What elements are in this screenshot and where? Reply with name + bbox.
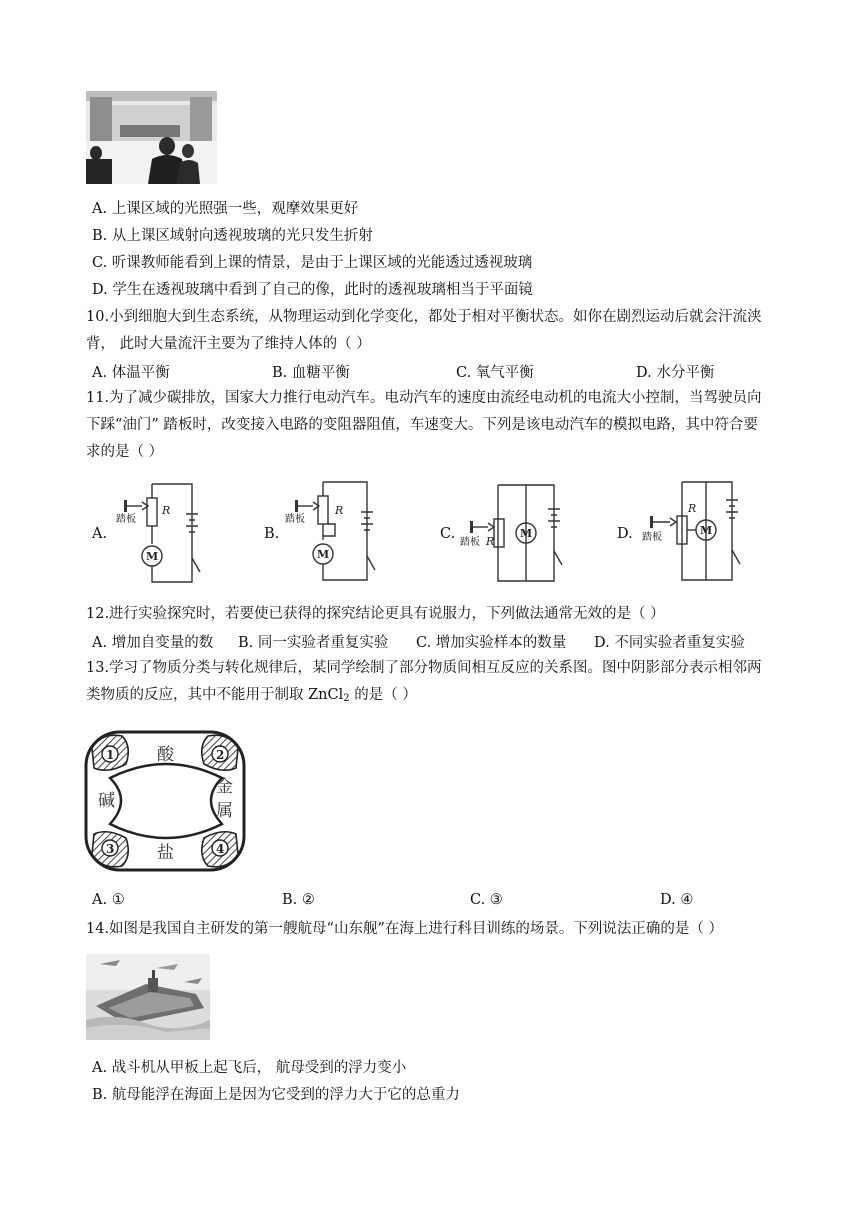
q11-stem-line1: 11.为了减少碳排放，国家大力推行电动汽车。电动汽车的速度由流经电动机的电流大小控制，当驾驶员向 bbox=[86, 390, 762, 406]
q10-option-a: A. 体温平衡 bbox=[92, 365, 170, 381]
q12-option-c: C. 增加实验样本的数量 bbox=[416, 635, 567, 651]
q11-option-d-label: D. bbox=[617, 526, 633, 542]
q13-stem-text: 类物质的反应，其中不能用于制取 ZnCl bbox=[86, 687, 344, 703]
q10-option-b: B. 血糖平衡 bbox=[272, 365, 350, 381]
circuit-c-motor-label: M bbox=[520, 527, 533, 540]
q9-option-c: C. 听课教师能看到上课的情景，是由于上课区域的光能透过透视玻璃 bbox=[92, 255, 533, 271]
circuit-b bbox=[283, 476, 383, 584]
region-2-number: 2 bbox=[216, 748, 225, 762]
circuit-d-motor-label: M bbox=[700, 524, 713, 537]
q11-option-a-label: A. bbox=[92, 526, 108, 542]
circuit-a-motor-label: M bbox=[146, 550, 159, 563]
circuit-b-motor-label: M bbox=[317, 548, 330, 561]
q12-stem: 12.进行实验探究时，若要使已获得的探究结论更具有说服力，下列做法通常无效的是（ ） bbox=[86, 606, 665, 622]
q11-option-b-label: B. bbox=[264, 526, 280, 542]
q13-subscript: 2 bbox=[343, 693, 350, 704]
q12-option-a: A. 增加自变量的数 bbox=[92, 635, 214, 651]
circuit-d-resistor-label: R bbox=[688, 502, 697, 515]
circuit-c bbox=[456, 477, 576, 585]
q11-stem-line2: 下踩“油门” 踏板时，改变接入电路的变阻器阻值，车速变大。下列是该电动汽车的模拟电路，其中符合要 bbox=[86, 417, 758, 433]
q10-option-d: D. 水分平衡 bbox=[636, 365, 715, 381]
q9-option-b: B. 从上课区域射向透视玻璃的光只发生折射 bbox=[92, 228, 373, 244]
q13-option-d: D. ④ bbox=[660, 892, 694, 908]
q10-stem-line2: 背， 此时大量流汗主要为了维持人体的（ ） bbox=[86, 336, 371, 352]
q13-option-a: A. ① bbox=[92, 892, 125, 908]
circuit-a bbox=[112, 478, 212, 586]
circuit-a-resistor-label: R bbox=[162, 504, 171, 517]
label-metal-2: 属 bbox=[216, 801, 233, 821]
q12-option-b: B. 同一实验者重复实验 bbox=[238, 635, 389, 651]
label-metal-1: 金 bbox=[216, 777, 233, 797]
q10-option-c: C. 氧气平衡 bbox=[456, 365, 534, 381]
q11-stem-line3: 求的是（ ） bbox=[86, 444, 164, 460]
q10-stem-line1: 10.小到细胞大到生态系统，从物理运动到化学变化，都处于相对平衡状态。如你在剧烈运动后就会汗流浃 bbox=[86, 309, 762, 325]
q14-stem: 14.如图是我国自主研发的第一艘航母“山东舰”在海上进行科目训练的场景。下列说法正确的是（ ） bbox=[86, 921, 723, 937]
q14-option-a: A. 战斗机从甲板上起飞后， 航母受到的浮力变小 bbox=[92, 1060, 407, 1076]
q13-option-c: C. ③ bbox=[470, 892, 503, 908]
region-1-number: 1 bbox=[106, 748, 115, 762]
label-base: 碱 bbox=[98, 791, 115, 811]
q13-stem-tail: 的是（ ） bbox=[349, 687, 417, 703]
circuit-c-pedal-label: 踏板 bbox=[460, 537, 480, 548]
region-4-number: 4 bbox=[216, 842, 225, 856]
q13-option-b: B. ② bbox=[282, 892, 315, 908]
aircraft-carrier-photo bbox=[86, 954, 210, 1040]
q9-option-d: D. 学生在透视玻璃中看到了自己的像，此时的透视玻璃相当于平面镜 bbox=[92, 282, 533, 298]
circuit-c-resistor-label: R bbox=[486, 535, 495, 548]
q13-stem-line1: 13.学习了物质分类与转化规律后，某同学绘制了部分物质间相互反应的关系图。图中阴影部分表示相邻两 bbox=[86, 660, 762, 676]
circuit-a-pedal-label: 踏板 bbox=[116, 514, 136, 525]
label-acid: 酸 bbox=[157, 745, 174, 765]
reaction-diagram bbox=[82, 720, 252, 880]
q14-option-b: B. 航母能浮在海面上是因为它受到的浮力大于它的总重力 bbox=[92, 1087, 460, 1103]
label-salt: 盐 bbox=[157, 843, 174, 863]
circuit-d bbox=[636, 476, 756, 584]
circuit-d-pedal-label: 踏板 bbox=[642, 532, 662, 543]
region-3-number: 3 bbox=[106, 842, 115, 856]
q12-option-d: D. 不同实验者重复实验 bbox=[594, 635, 745, 651]
q11-option-c-label: C. bbox=[440, 526, 456, 542]
q13-stem-line2 bbox=[86, 685, 417, 709]
circuit-b-resistor-label: R bbox=[335, 504, 344, 517]
q9-option-a: A. 上课区域的光照强一些，观摩效果更好 bbox=[92, 201, 359, 217]
circuit-b-pedal-label: 踏板 bbox=[285, 514, 305, 525]
classroom-photo bbox=[86, 91, 217, 184]
